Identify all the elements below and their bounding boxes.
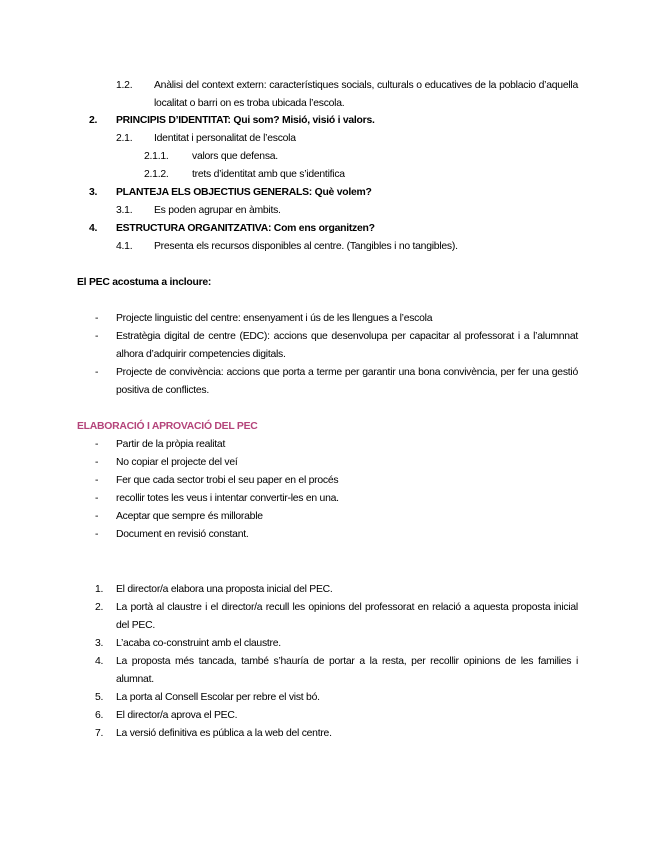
elaboracio-bullet-6: - <box>95 529 99 540</box>
elaboracio-bullet-1: - <box>95 439 99 450</box>
includes-item-3: Projecte de convivència: accions que porta a terme per garantir una bona convivència, per fer una gestió positiva de conflictes. <box>116 367 578 396</box>
includes-bullet-3: - <box>95 367 99 378</box>
elaboracio-bullet-5: - <box>95 511 99 522</box>
step-number-4: 4. <box>95 656 104 667</box>
outline-number-4-1: 4.1. <box>116 241 133 252</box>
outline-number-2-1-2: 2.1.2. <box>144 169 169 180</box>
includes-heading: El PEC acostuma a incloure: <box>77 277 212 288</box>
elaboracio-item-1: Partir de la pròpia realitat <box>116 439 226 450</box>
outline-number-2-1: 2.1. <box>116 133 133 144</box>
outline-number-2-1-1: 2.1.1. <box>144 151 169 162</box>
step-number-3: 3. <box>95 638 104 649</box>
step-item-7: La versió definitiva es pública a la web del centre. <box>116 728 332 739</box>
step-item-4: La proposta més tancada, també s’hauría de portar a la resta, per recollir opinions de les families i alumnat. <box>116 656 578 685</box>
step-number-2: 2. <box>95 602 104 613</box>
elaboracio-item-2: No copiar el projecte del veí <box>116 457 238 468</box>
outline-text-4-1: Presenta els recursos disponibles al centre. (Tangibles i no tangibles). <box>154 241 458 252</box>
outline-text-2-1-1: valors que defensa. <box>192 151 278 162</box>
outline-text-2-1-2: trets d’identitat amb que s’identifica <box>192 169 345 180</box>
outline-text-2-1: Identitat i personalitat de l’escola <box>154 133 296 144</box>
step-number-6: 6. <box>95 710 104 721</box>
outline-number-1-2: 1.2. <box>116 80 133 91</box>
elaboracio-bullet-3: - <box>95 475 99 486</box>
step-item-3: L’acaba co-construint amb el claustre. <box>116 638 281 649</box>
includes-bullet-2: - <box>95 331 99 342</box>
step-number-7: 7. <box>95 728 104 739</box>
elaboracio-item-4: recollir totes les veus i intentar convertir-les en una. <box>116 493 339 504</box>
outline-heading-4: ESTRUCTURA ORGANITZATIVA: Com ens organitzen? <box>116 223 375 234</box>
elaboracio-item-6: Document en revisió constant. <box>116 529 249 540</box>
includes-item-1: Projecte linguistic del centre: ensenyament i ús de les llengues a l’escola <box>116 313 433 324</box>
outline-heading-2: PRINCIPIS D’IDENTITAT: Qui som? Misió, visió i valors. <box>116 115 375 126</box>
step-item-6: El director/a aprova el PEC. <box>116 710 238 721</box>
step-number-1: 1. <box>95 584 104 595</box>
outline-number-3: 3. <box>89 187 98 198</box>
outline-heading-3: PLANTEJA ELS OBJECTIUS GENERALS: Què volem? <box>116 187 372 198</box>
step-item-5: La porta al Consell Escolar per rebre el vist bó. <box>116 692 320 703</box>
elaboracio-bullet-4: - <box>95 493 99 504</box>
elaboracio-item-3: Fer que cada sector trobi el seu paper en el procés <box>116 475 339 486</box>
elaboracio-bullet-2: - <box>95 457 99 468</box>
includes-item-2: Estratègia digital de centre (EDC): accions que desenvolupa per capacitar al professorat i a l’alumnnat alhora d’adquirir competencies digitals. <box>116 331 578 360</box>
elaboracio-item-5: Aceptar que sempre és millorable <box>116 511 263 522</box>
step-item-2: La portà al claustre i el director/a recull les opinions del professorat en relació a aquesta proposta inicial del PEC. <box>116 602 578 631</box>
outline-text-3-1: Es poden agrupar en àmbits. <box>154 205 281 216</box>
outline-number-4: 4. <box>89 223 98 234</box>
includes-bullet-1: - <box>95 313 99 324</box>
outline-text-1-2: Anàlisi del context extern: característiques socials, culturals o educatives de la poblacio d’aquella localitat o barri on es troba ubicada l’escola. <box>154 80 578 109</box>
step-item-1: El director/a elabora una proposta inicial del PEC. <box>116 584 333 595</box>
elaboracio-heading: ELABORACIÓ I APROVACIÓ DEL PEC <box>77 421 258 432</box>
step-number-5: 5. <box>95 692 104 703</box>
outline-number-3-1: 3.1. <box>116 205 133 216</box>
outline-number-2: 2. <box>89 115 98 126</box>
